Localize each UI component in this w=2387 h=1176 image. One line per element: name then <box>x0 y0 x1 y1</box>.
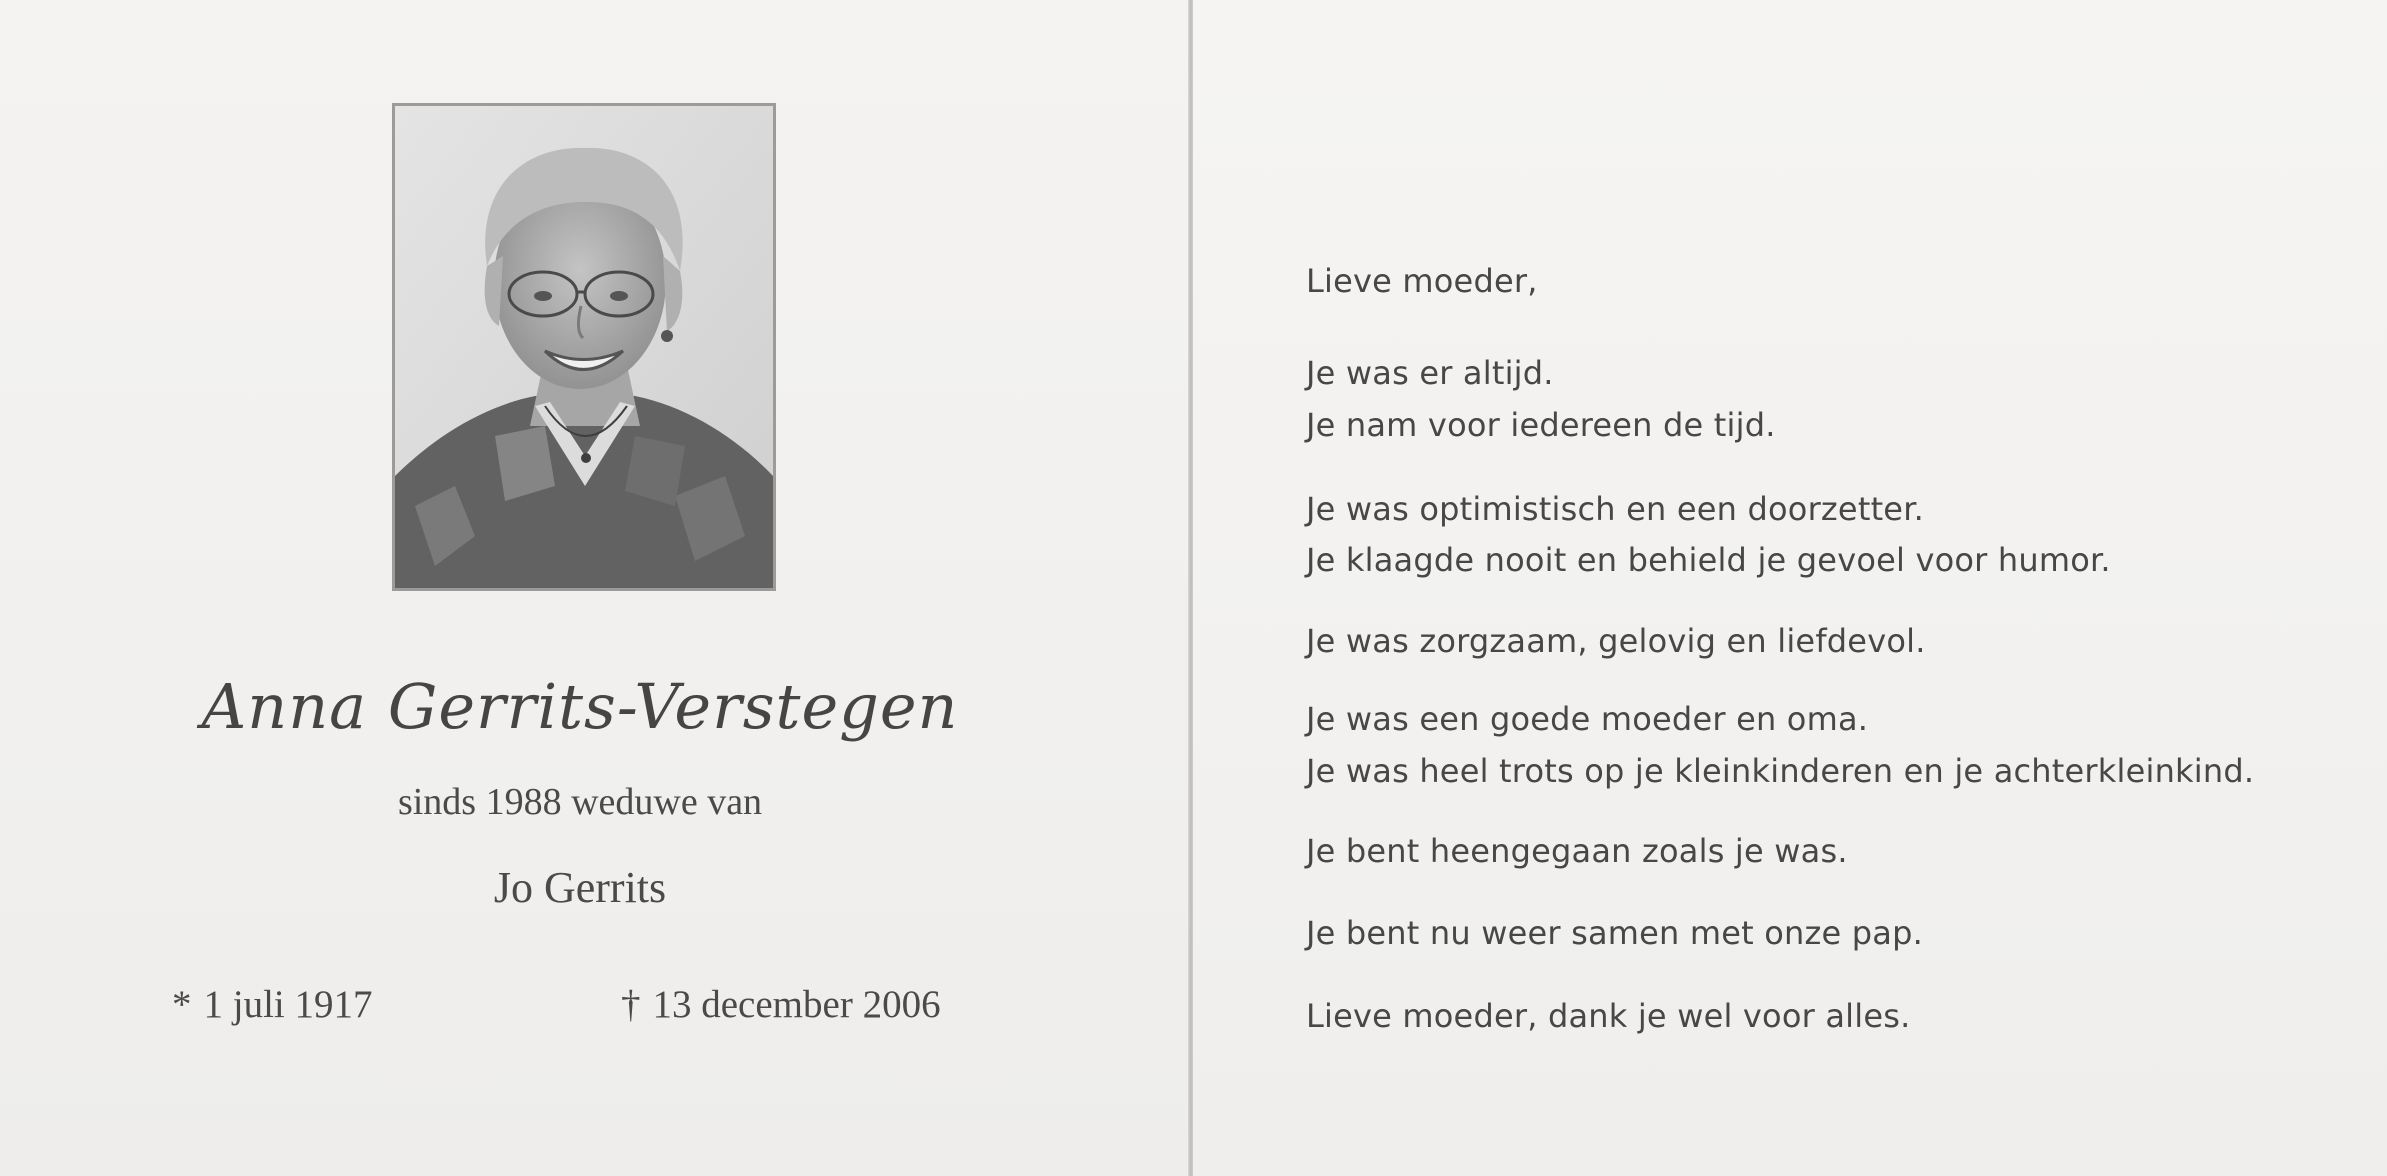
poem-line: Je was optimistisch en een doorzetter. <box>1306 490 1924 528</box>
poem-line: Je bent heengegaan zoals je was. <box>1306 832 1848 870</box>
poem-line: Je was er altijd. <box>1306 354 1554 392</box>
poem-line: Je was een goede moeder en oma. <box>1306 700 1869 738</box>
portrait-photo <box>392 103 776 591</box>
poem-line: Je bent nu weer samen met onze pap. <box>1306 914 1923 952</box>
death-date: 13 december 2006 <box>652 983 941 1026</box>
portrait-photo-icon <box>395 106 773 588</box>
poem-closing: Lieve moeder, dank je wel voor alles. <box>1306 997 1911 1035</box>
birth-date-line <box>172 982 373 1027</box>
poem-line: Je was heel trots op je kleinkinderen en je achterkleinkind. <box>1306 752 2255 790</box>
spouse-name: Jo Gerrits <box>493 863 667 912</box>
death-symbol: † <box>621 983 641 1026</box>
widow-text: sinds 1988 weduwe van <box>397 781 763 823</box>
birth-date: 1 juli 1917 <box>203 983 373 1026</box>
poem-line: Je klaagde nooit en behield je gevoel voor humor. <box>1306 541 2111 579</box>
birth-symbol: * <box>172 983 192 1026</box>
poem-greeting: Lieve moeder, <box>1306 262 1538 300</box>
poem-line: Je was zorgzaam, gelovig en liefdevol. <box>1306 622 1926 660</box>
deceased-name: Anna Gerrits-Verstegen <box>201 670 959 743</box>
card-left-panel <box>0 0 1189 1176</box>
death-date-line <box>621 982 941 1027</box>
poem-line: Je nam voor iedereen de tijd. <box>1306 406 1776 444</box>
